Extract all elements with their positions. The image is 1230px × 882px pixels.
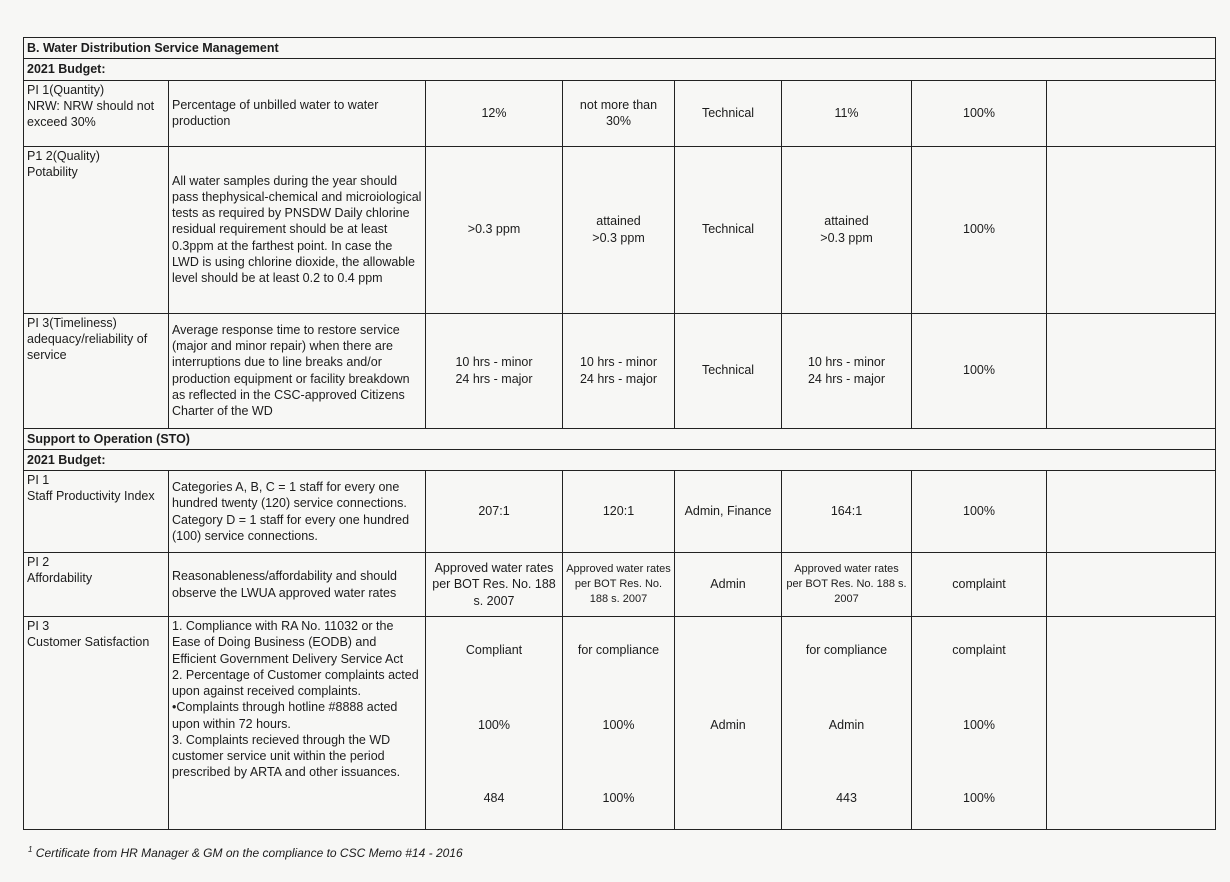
actual-cell [782, 617, 912, 830]
section-sto-title: Support to Operation (STO) [24, 428, 1216, 449]
target-cell: Approved water rates per BOT Res. No. 188 s. 2007 [563, 553, 675, 617]
pi-name: Potability [27, 164, 78, 179]
value-line: 10 hrs - minor [455, 355, 533, 370]
description-cell: Categories A, B, C = 1 staff for every one hundred twenty (120) service connections. Category D = 1 staff for every one hundred (100) service connections. [169, 471, 426, 553]
actual-line: 443 [836, 790, 857, 805]
remarks-cell [1047, 80, 1216, 146]
actual-cell [782, 313, 912, 428]
table-row [24, 617, 1216, 830]
value-cell [426, 313, 563, 428]
description-cell [169, 617, 426, 830]
rating-cell: 100% [912, 80, 1047, 146]
description-part: 2. Percentage of Customer complaints acted upon against received complaints. [172, 667, 419, 698]
section-b-budget-label: 2021 Budget: [24, 59, 1216, 80]
section-sto-budget-row [24, 449, 1216, 470]
section-b-budget-row [24, 59, 1216, 80]
pi-name: NRW: NRW should not exceed 30% [27, 98, 155, 129]
rating-cell: 100% [912, 313, 1047, 428]
target-cell [563, 617, 675, 830]
footnote-text: Certificate from HR Manager & GM on the compliance to CSC Memo #14 - 2016 [35, 846, 463, 860]
responsible-cell [675, 617, 782, 830]
footnote [28, 845, 463, 860]
actual-cell: Approved water rates per BOT Res. No. 188 s. 2007 [782, 553, 912, 617]
responsible-line [675, 767, 781, 829]
target-cell [563, 146, 675, 313]
actual-cell: 11% [782, 80, 912, 146]
value-cell: 207:1 [426, 471, 563, 553]
target-line: 24 hrs - major [579, 371, 658, 386]
remarks-cell [1047, 553, 1216, 617]
pi-cell [24, 471, 169, 553]
target-line: for compliance [577, 642, 660, 657]
pi-code: PI 3 [27, 619, 50, 633]
footnote-marker: 1 [28, 845, 33, 854]
actual-cell [782, 146, 912, 313]
remarks-cell [1047, 146, 1216, 313]
pi-cell [24, 553, 169, 617]
pi-cell [24, 617, 169, 830]
pi-name: Customer Satisfaction [27, 635, 150, 650]
responsible-cell: Admin, Finance [675, 471, 782, 553]
target-line: 100% [602, 790, 635, 805]
rating-cell [912, 617, 1047, 830]
remarks-cell [1047, 471, 1216, 553]
actual-line: 24 hrs - major [807, 371, 886, 386]
table-row [24, 471, 1216, 553]
table-row [24, 146, 1216, 313]
section-sto-budget-label: 2021 Budget: [24, 449, 1216, 470]
pi-cell [24, 146, 169, 313]
value-line: 484 [483, 790, 505, 805]
description-cell: Reasonableness/affordability and should observe the LWUA approved water rates [169, 553, 426, 617]
actual-line: for compliance [805, 642, 888, 657]
responsible-line [675, 617, 781, 683]
pi-code: P1 2(Quality) [27, 148, 100, 163]
actual-cell: 164:1 [782, 471, 912, 553]
description-cell: Percentage of unbilled water to water production [169, 80, 426, 146]
pi-cell [24, 313, 169, 428]
responsible-cell: Technical [675, 313, 782, 428]
rating-cell: 100% [912, 471, 1047, 553]
rating-line: complaint [952, 642, 1006, 657]
actual-line: Admin [828, 717, 865, 732]
description-part: 3. Complaints recieved through the WD customer service unit within the period prescribed by ARTA and other issuances. [172, 732, 401, 780]
pi-name: adequacy/reliability of service [27, 331, 148, 362]
target-line: >0.3 ppm [592, 230, 645, 245]
pi-code: PI 2 [27, 555, 50, 569]
responsible-cell: Technical [675, 146, 782, 313]
description-part: 1. Compliance with RA No. 11032 or the Ease of Doing Business (EODB) and Efficient Government Delivery Service Act [172, 619, 404, 666]
actual-line: 10 hrs - minor [807, 355, 886, 370]
actual-line: attained [824, 214, 869, 229]
target-line: not more than [579, 97, 658, 112]
table-row [24, 80, 1216, 146]
section-b-header-row [24, 38, 1216, 59]
pi-cell [24, 80, 169, 146]
value-cell: Approved water rates per BOT Res. No. 188 s. 2007 [426, 553, 563, 617]
description-part: •Complaints through hotline #8888 acted upon within 72 hours. [172, 700, 398, 731]
value-line: 24 hrs - major [455, 371, 533, 386]
rating-line: 100% [963, 790, 995, 805]
value-cell: 12% [426, 80, 563, 146]
table-row [24, 553, 1216, 617]
section-b-title: B. Water Distribution Service Management [24, 38, 1216, 59]
actual-line: >0.3 ppm [820, 230, 873, 245]
pi-name: Staff Productivity Index [27, 489, 155, 504]
value-line: Compliant [465, 642, 523, 657]
table-row [24, 313, 1216, 428]
responsible-cell: Technical [675, 80, 782, 146]
pi-name: Affordability [27, 571, 93, 586]
remarks-cell [1047, 313, 1216, 428]
section-sto-header-row [24, 428, 1216, 449]
remarks-cell [1047, 617, 1216, 830]
performance-indicators-table [23, 37, 1216, 830]
pi-code: PI 3(Timeliness) [27, 315, 117, 330]
rating-cell: complaint [912, 553, 1047, 617]
target-line: 100% [602, 717, 635, 732]
target-cell [563, 80, 675, 146]
value-cell: >0.3 ppm [426, 146, 563, 313]
value-line: 100% [478, 717, 510, 732]
description-cell: Average response time to restore service (major and minor repair) when there are interruptions due to line breaks and/or production equipment or facility breakdown as reflected in the CSC-approved Citizens Charter of the WD [169, 313, 426, 428]
target-line: attained [596, 214, 641, 229]
target-cell [563, 313, 675, 428]
responsible-line: Admin [710, 717, 746, 732]
description-cell: All water samples during the year should pass thephysical-chemical and microiological tests as required by PNSDW Daily chlorine residual requirement should be at least 0.3ppm at the farthest point. In case the LWD is using chlorine dioxide, the allowable level should be at least 0.2 to 0.4 ppm [169, 146, 426, 313]
rating-line: 100% [963, 717, 995, 732]
target-line: 10 hrs - minor [579, 355, 658, 370]
target-cell: 120:1 [563, 471, 675, 553]
pi-code: PI 1(Quantity) [27, 82, 105, 97]
responsible-cell: Admin [675, 553, 782, 617]
rating-cell: 100% [912, 146, 1047, 313]
target-line: 30% [605, 114, 632, 128]
value-cell [426, 617, 563, 830]
pi-code: PI 1 [27, 473, 50, 487]
